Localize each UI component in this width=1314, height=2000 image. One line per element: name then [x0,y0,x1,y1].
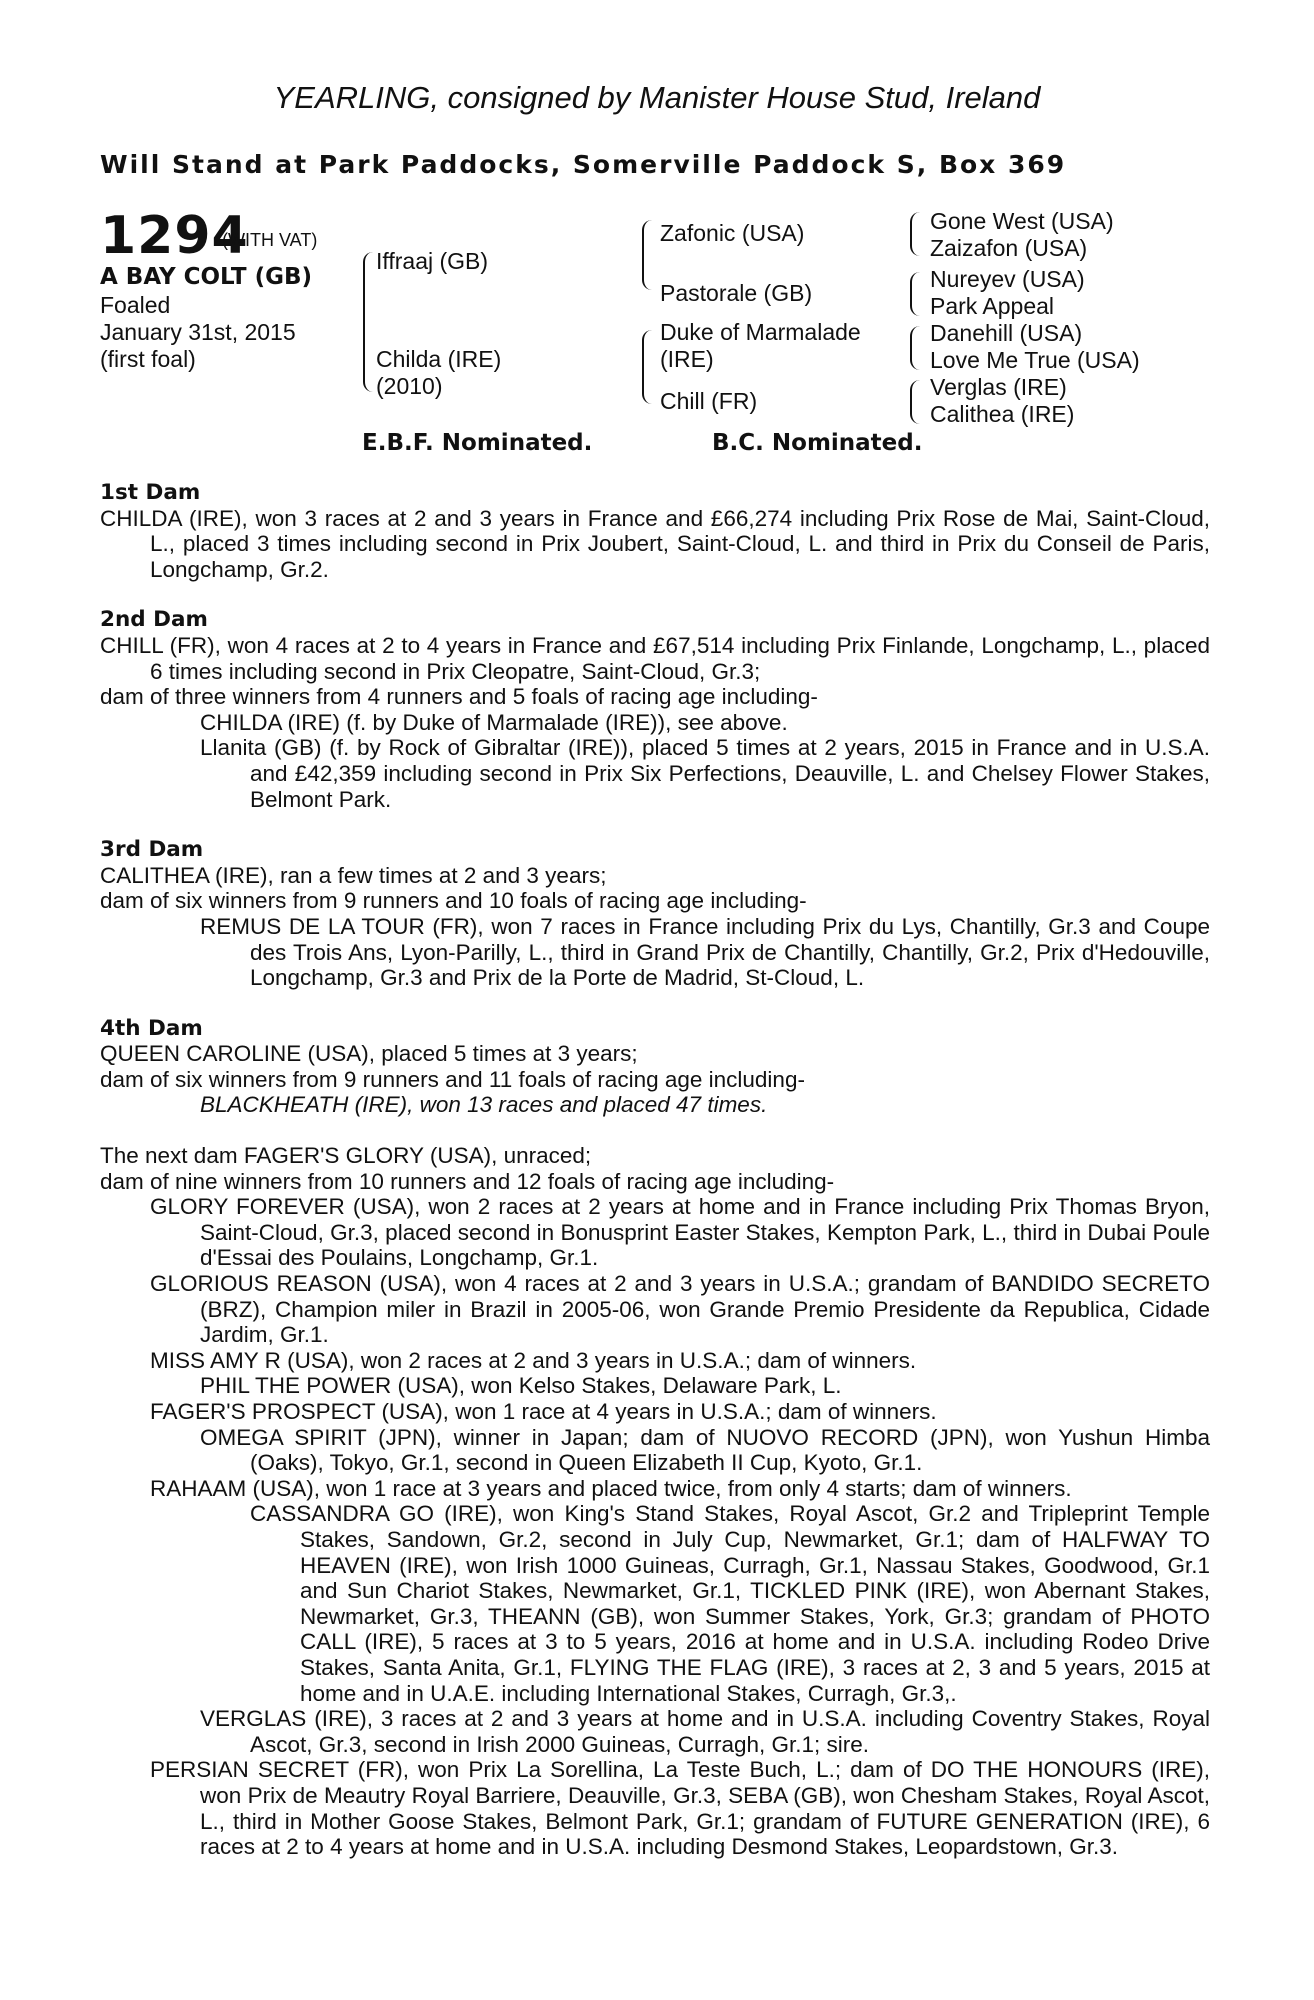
pedigree-dam: Childa (IRE) [376,346,502,372]
dam2-record: CHILL (FR), won 4 races at 2 to 4 years in France and £67,514 including Prix Finlande, Longchamp, L., placed 6 times including second in Prix Cleopatre, Saint-Cloud, Gr.3; [100,632,1210,684]
next-dam-produce: dam of nine winners from 10 runners and 12 foals of racing age including- [100,1168,835,1194]
next-dam-foal-3: MISS AMY R (USA), won 2 races at 2 and 3 years in U.S.A.; dam of winners. [150,1347,917,1373]
pedigree-dsd: Love Me True (USA) [930,347,1140,373]
dam1-record: CHILDA (IRE), won 3 races at 2 and 3 years in France and £66,274 including Prix Rose de Mai, Saint-Cloud, L., placed 3 times including second in Prix Joubert, Saint-Cloud, L. and third in Prix du Conseil de Paris, Longchamp, Gr.2. [100,505,1210,582]
pedigree-sire-dam: Pastorale (GB) [660,280,813,306]
dam2-heading: 2nd Dam [100,607,208,633]
stand-location: Will Stand at Park Paddocks, Somerville Paddock S, Box 369 [100,150,1067,179]
foaled-label: Foaled [100,292,171,318]
dam2-produce: dam of three winners from 4 runners and 5 foals of racing age including- [100,684,818,710]
pedigree-ssd: Zaizafon (USA) [930,235,1088,261]
consignment-heading: YEARLING, consigned by Manister House Stud, Ireland [273,80,1041,115]
next-dam-grandfoal-3: CASSANDRA GO (IRE), won King's Stand Stakes, Royal Ascot, Gr.2 and Tripleprint Temple Stakes, Sandown, Gr.2, second in July Cup, Newmarket, Gr.1; dam of HALFWAY TO HEAVEN (IRE), won Irish 1000 Guineas, Curragh, Gr.1, Nassau Stakes, Goodwood, Gr.1 and Sun Chariot Stakes, Newmarket, Gr.1, TICKLED PINK (IRE), won Abernant Stakes, Newmarket, Gr.3, THEANN (GB), won Summer Stakes, York, Gr.3; grandam of PHOTO CALL (IRE), 5 races at 3 to 5 years, 2016 at home and in U.S.A. including Rodeo Drive Stakes, Santa Anita, Gr.1, FLYING THE FLAG (IRE), 3 races at 2, 3 and 5 years, 2015 at home and in U.A.E. including International Stakes, Curragh, Gr.3,. [250,1501,1210,1706]
pedigree-sire: Iffraaj (GB) [376,248,489,274]
pedigree-brace [910,272,922,316]
pedigree-brace [910,326,922,370]
next-dam-foal-2: GLORIOUS REASON (USA), won 4 races at 2 and 3 years in U.S.A.; grandam of BANDIDO SECRETO (BRZ), Champion miler in Brazil in 2005-06, won Grande Premio Presidente da Republica, Cidade Jardim, Gr.1. [150,1271,1210,1348]
dam4-record: QUEEN CAROLINE (USA), placed 5 times at 3 years; [100,1041,638,1067]
dam3-heading: 3rd Dam [100,837,204,863]
pedigree-dss: Danehill (USA) [930,320,1083,346]
pedigree-dam-year: (2010) [376,373,443,399]
dam2-foal-1: CHILDA (IRE) (f. by Duke of Marmalade (IRE)), see above. [200,709,788,735]
pedigree-sds: Nureyev (USA) [930,266,1085,292]
foaled-date: January 31st, 2015 [100,319,296,345]
dam4-heading: 4th Dam [100,1015,203,1041]
next-dam-foal-1: GLORY FOREVER (USA), won 2 races at 2 years at home and in France including Prix Thomas Bryon, Saint-Cloud, Gr.3, placed second in Bonusprint Easter Stakes, Kempton Park, L., third in Dubai Poule d'Essai des Poulains, Longchamp, Gr.1. [150,1194,1210,1271]
next-dam-grandfoal-4: VERGLAS (IRE), 3 races at 2 and 3 years at home and in U.S.A. including Coventry Stakes, Royal Ascot, Gr.3, second in Irish 2000 Guineas, Curragh, Gr.1; sire. [200,1706,1210,1757]
bc-nomination: B.C. Nominated. [712,430,923,456]
next-dam-grandfoal-1: PHIL THE POWER (USA), won Kelso Stakes, Delaware Park, L. [200,1373,842,1399]
ebf-nomination: E.B.F. Nominated. [362,430,593,456]
lot-number: 1294 [100,206,249,266]
next-dam-foal-6: PERSIAN SECRET (FR), won Prix La Sorellina, La Teste Buch, L.; dam of DO THE HONOURS (IRE), won Prix de Meautry Royal Barriere, Deauville, Gr.3, SEBA (GB), won Chesham Stakes, Royal Ascot, L., third in Mother Goose Stakes, Belmont Park, Gr.1; grandam of FUTURE GENERATION (IRE), 6 races at 2 to 4 years at home and in U.S.A. including Desmond Stakes, Leopardstown, Gr.3. [150,1757,1210,1860]
pedigree-dds: Verglas (IRE) [930,374,1067,400]
foal-note: (first foal) [100,346,196,372]
pedigree-ddd: Calithea (IRE) [930,401,1075,427]
pedigree-dam-dam: Chill (FR) [660,388,758,414]
dam4-foal-1: BLACKHEATH (IRE), won 13 races and placed 47 times. [200,1092,768,1118]
lot-title: A BAY COLT (GB) [100,264,313,290]
pedigree-sdd: Park Appeal [930,293,1055,319]
next-dam-foal-5: RAHAAM (USA), won 1 race at 3 years and placed twice, from only 4 starts; dam of winners. [150,1475,1072,1501]
dam3-foal-1: REMUS DE LA TOUR (FR), won 7 races in France including Prix du Lys, Chantilly, Gr.3 and Coupe des Trois Ans, Lyon-Parilly, L., third in Grand Prix de Chantilly, Chantilly, Gr.2, Prix d'Hedouville, Longchamp, Gr.3 and Prix de la Porte de Madrid, St-Cloud, L. [200,913,1210,991]
pedigree-brace [910,380,922,424]
pedigree-sss: Gone West (USA) [930,208,1114,234]
dam4-produce: dam of six winners from 9 runners and 11 foals of racing age including- [100,1066,805,1092]
dam3-produce: dam of six winners from 9 runners and 10 foals of racing age including- [100,888,807,914]
pedigree-brace [642,330,656,404]
pedigree-brace [910,212,922,256]
pedigree-sire-sire: Zafonic (USA) [660,220,805,246]
next-dam-grandfoal-2: OMEGA SPIRIT (JPN), winner in Japan; dam of NUOVO RECORD (JPN), won Yushun Himba (Oaks), Tokyo, Gr.1, second in Queen Elizabeth II Cup, Kyoto, Gr.1. [200,1424,1210,1476]
dam2-foal-2: Llanita (GB) (f. by Rock of Gibraltar (IRE)), placed 5 times at 2 years, 2015 in France and in U.S.A. and £42,359 including second in Prix Six Perfections, Deauville, L. and Chelsey Flower Stakes, Belmont Park. [200,735,1210,812]
dam1-heading: 1st Dam [100,480,201,505]
pedigree-brace [642,220,656,290]
vat-note: (WITH VAT) [222,230,318,250]
next-dam-record: The next dam FAGER'S GLORY (USA), unraced; [100,1143,592,1169]
next-dam-foal-4: FAGER'S PROSPECT (USA), won 1 race at 4 years in U.S.A.; dam of winners. [150,1399,937,1424]
pedigree-dam-sire: Duke of Marmalade [660,319,861,345]
catalogue-body [100,480,1210,1860]
dam3-record: CALITHEA (IRE), ran a few times at 2 and 3 years; [100,862,607,888]
pedigree-dam-sire-2: (IRE) [660,346,714,372]
